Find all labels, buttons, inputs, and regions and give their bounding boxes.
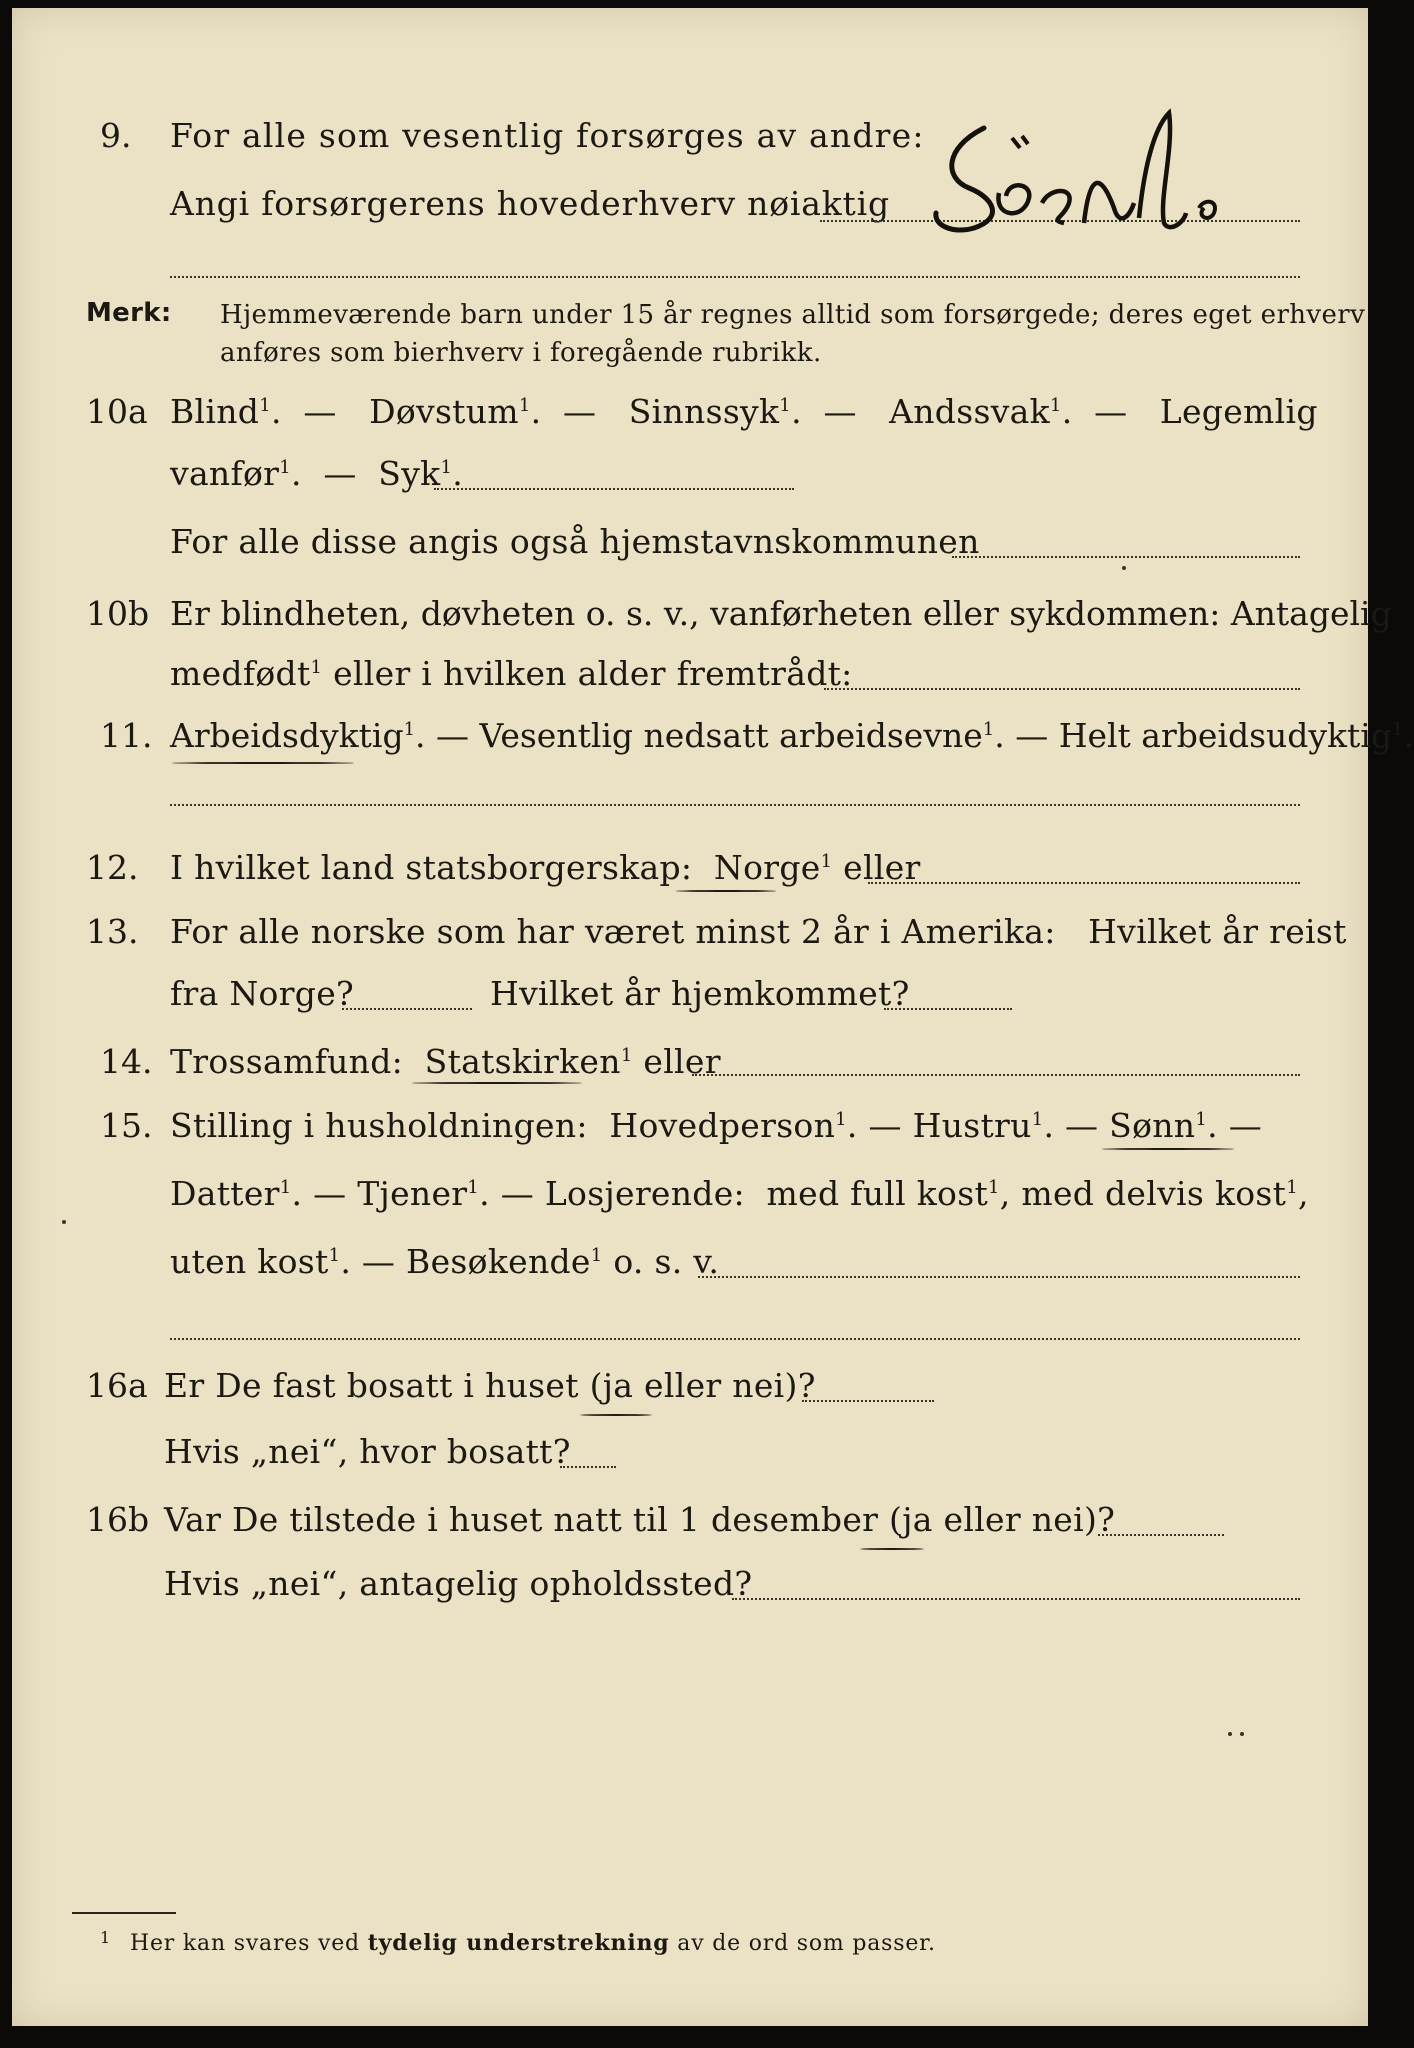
q10a-syk-line [434,488,794,490]
opt-sonn: Sønn [1109,1106,1196,1145]
q9-handwritten-answer [924,108,1244,238]
q15-number: 15. [100,1106,153,1145]
footnote-text-a: Her kan svares ved [130,1931,360,1956]
footnote-text-b: tydelig understrekning [367,1930,670,1956]
q11-line: Arbeidsdyktig$^1$. — Vesentlig nedsatt arbeidsevne$^1$. — Helt arbeidsudyktig$^1$. [170,716,1414,755]
q10a-kommune-line [952,556,1300,558]
q15-extra-line [170,1338,1300,1340]
opt-blind: Blind [170,392,260,431]
q16b-number: 16b [86,1500,150,1539]
q9-line2: Angi forsørgerens hovederhverv nøiaktig [170,184,890,223]
q16b-line2: Hvis „nei“, antagelig opholdssted? [164,1564,753,1603]
q9-line1: For alle som vesentlig forsørges av andre: [170,116,925,155]
underline-statskirken [412,1082,582,1084]
dash: — [361,1242,396,1281]
q16b-line1: Var De tilstede i huset natt til 1 desember (ja eller nei)? [164,1500,1116,1539]
q10a-line3: For alle disse angis også hjemstavnskommunen [170,522,980,561]
q14-text: Trossamfund: [170,1042,404,1081]
opt-utenkost: uten kost [170,1242,329,1281]
footnote-mark: 1 [100,1928,111,1947]
dash: — [313,1174,347,1213]
sup: 1 [328,1245,341,1266]
opt-sinnssyk: Sinnssyk [628,392,780,431]
dash: — [323,454,357,493]
q10b-number: 10b [86,594,150,633]
merk-line2: anføres som bierhverv i foregående rubrikk. [220,338,822,368]
sup: 1 [259,395,272,416]
q16a-number: 16a [86,1366,148,1405]
dash: — [1015,716,1049,755]
speck [1240,1732,1244,1736]
q13-number: 13. [86,912,139,951]
sup: 1 [279,457,291,478]
opt-hustru: Hustru [912,1106,1032,1145]
dash: — [1094,392,1128,431]
opt-andssvak: Andssvak [889,392,1050,431]
dash: — [303,392,337,431]
merk-line1: Hjemmeværende barn under 15 år regnes alltid som forsørgede; deres eget erhverv [220,300,1366,330]
footnote-rule [72,1912,176,1914]
sup: 1 [518,395,531,416]
sup: 1 [440,457,453,478]
sup: 1 [279,1177,292,1198]
underline-sonn [1102,1148,1234,1150]
dash: — [1065,1106,1099,1145]
opt-vanfor: vanfør [170,454,280,493]
sup: 1 [403,719,416,740]
opt-medfodt: medfødt [170,654,311,693]
handwritten-dash-16a [580,1414,652,1416]
q16b-opholdssted-line [732,1598,1300,1600]
q10b-line2-wrap [170,654,853,693]
dash: — [436,716,470,755]
opt-losjerende: Losjerende: [544,1174,745,1213]
opt-norge: Norge [713,848,821,887]
opt-besokende: Besøkende [406,1242,591,1281]
q13-reist: Hvilket år reist [1088,912,1347,951]
dash: — [823,392,857,431]
q16a-line2: Hvis „nei“, hvor bosatt? [164,1432,571,1471]
handwritten-dash-16b [860,1548,924,1550]
q13-reist-answer-line [342,1008,472,1010]
opt-hovedperson: Hovedperson [609,1106,836,1145]
underline-arbeidsdyktig [172,762,354,764]
q15-line2: Datter$^1$. — Tjener$^1$. — Losjerende: med full kost$^1$, med delvis kost$^1$, [170,1174,1309,1213]
q11-answer-line [170,804,1300,806]
q13-fra: fra Norge? [170,974,355,1013]
opt-tjener: Tjener [357,1174,468,1213]
opt-udyktig: Helt arbeidsudyktig [1058,716,1392,755]
q11-number: 11. [100,716,153,755]
sup: 1 [820,851,833,872]
speck [1228,1732,1232,1736]
dash: — [500,1174,535,1213]
q13-line1: For alle norske som har været minst 2 år i Amerika: [170,912,1056,951]
q16a-bosatt-line [560,1466,616,1468]
opt-nedsatt: Vesentlig nedsatt arbeidsevne [479,716,983,755]
q15-line3: uten kost$^1$. — Besøkende$^1$ o. s. v. [170,1242,720,1281]
q10a-blind-line: Blind$^1$. — Døvstum$^1$. — Sinnssyk$^1$. — Andssvak$^1$. — Legemlig [170,392,1318,431]
merk-label: Merk: [86,298,172,328]
sup: 1 [835,1109,847,1130]
opt-fullkost: med full kost [766,1174,989,1213]
q10a-vanfor-line: vanfør$^1$. — Syk$^1$. [170,454,463,493]
q16a-answer-line [802,1400,934,1402]
q14-number: 14. [100,1042,153,1081]
q9-answer-text: Løsarb. [924,108,928,109]
opt-statskirken: Statskirken [424,1042,621,1081]
dash: — [563,392,597,431]
sup: 1 [982,719,995,740]
sup: 1 [988,1177,1000,1198]
q12-eller: eller [843,848,921,887]
footnote-text-c: av de ord som passer. [677,1931,936,1956]
q10b-line1: Er blindheten, døvheten o. s. v., vanførheten eller sykdommen: Antagelig [170,594,1392,633]
footnote-text [130,1930,936,1956]
dash: — [868,1106,902,1145]
q13-hjem-answer-line [884,1008,1012,1010]
q12-line [170,848,921,887]
q14-answer-line [692,1074,1300,1076]
q14-eller: eller [643,1042,721,1081]
opt-datter: Datter [170,1174,280,1213]
speck [1122,566,1126,570]
opt-arbeidsdyktig: Arbeidsdyktig [170,716,404,755]
underline-norge [676,890,776,892]
q10b-line2: eller i hvilken alder fremtrådt: [333,654,853,693]
q13-hjem: Hvilket år hjemkommet? [490,974,910,1013]
sup: 1 [310,657,323,678]
sup: 1 [590,1245,603,1266]
q10b-answer-line [824,688,1300,690]
q12-number: 12. [86,848,139,887]
sup: 1 [1031,1109,1044,1130]
q10a-number: 10a [86,392,148,431]
q13-line1-wrap [170,912,1347,951]
q9-extra-line [170,276,1300,278]
census-form-page [12,8,1414,2026]
q15-text: Stilling i husholdningen: [170,1106,588,1145]
opt-legemlig: Legemlig [1159,392,1318,431]
q15-line1: Stilling i husholdningen: Hovedperson$^1$. — Hustru$^1$. — Sønn$^1$. — [170,1106,1263,1145]
q12-text: I hvilket land statsborgerskap: [170,848,693,887]
q16b-answer-line [1098,1534,1224,1536]
sup: 1 [620,1045,633,1066]
sup: 1 [1286,1177,1298,1198]
sup: 1 [779,395,792,416]
q15-osv: o. s. v. [613,1242,720,1281]
speck [62,1220,66,1224]
sup: 1 [1049,395,1062,416]
q14-line [170,1042,721,1081]
sup: 1 [467,1177,480,1198]
opt-dovstum: Døvstum [369,392,519,431]
q9-number: 9. [100,116,132,155]
opt-syk: Syk [378,454,441,493]
sup: 1 [1195,1109,1208,1130]
opt-delviskost: med delvis kost [1021,1174,1287,1213]
q16a-line1: Er De fast bosatt i huset (ja eller nei)? [164,1366,816,1405]
sup: 1 [1391,719,1404,740]
q12-answer-line [868,882,1300,884]
q15-answer-line [698,1276,1300,1278]
dash: — [1228,1106,1263,1145]
